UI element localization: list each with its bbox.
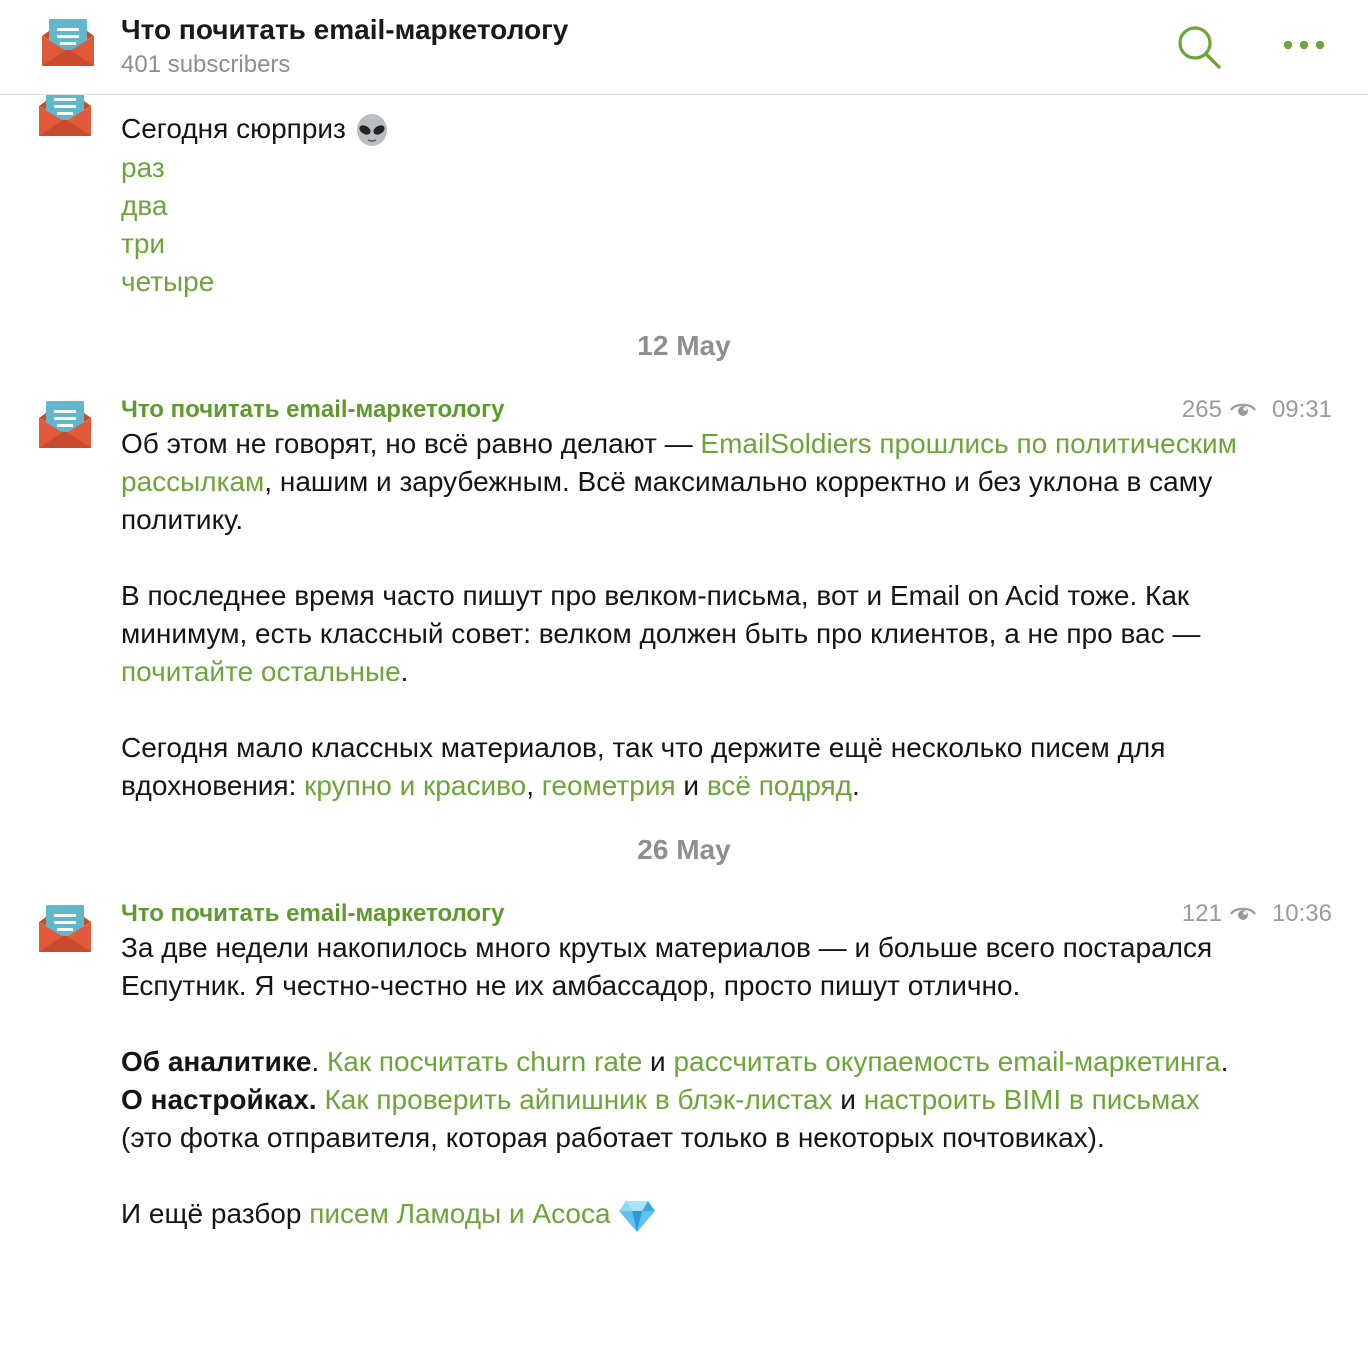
link-geometriya[interactable]: геометрия <box>541 770 676 801</box>
text: В последнее время часто пишут про велком-письма, вот и Email on Acid тоже. Как минимум, есть классный совет: велком должен быть про клиентов, а не про вас — <box>121 580 1201 649</box>
message-meta <box>1182 396 1332 424</box>
link-bimi[interactable]: настроить BIMI в письмах <box>863 1084 1200 1115</box>
message-text: Сегодня сюрприз <box>121 113 346 144</box>
message-time: 10:36 <box>1271 900 1332 927</box>
message-body <box>121 929 1241 1233</box>
more-icon[interactable] <box>1282 34 1326 56</box>
text: и <box>642 1046 674 1077</box>
alien-emoji <box>354 113 390 149</box>
bold-heading: Об аналитике <box>121 1046 312 1077</box>
text: . <box>851 770 860 801</box>
message-body <box>121 425 1241 805</box>
message-author[interactable]: Что почитать email-маркетологу <box>121 396 505 423</box>
channel-avatar[interactable] <box>37 396 93 452</box>
text: За две недели накопилось много крутых материалов — и больше всего постарался Еспутник. Я честно-честно не их амбассадор, просто пишут отлично. <box>121 932 1213 1001</box>
link-blacklist[interactable]: Как проверить айпишник в блэк-листах <box>324 1084 833 1115</box>
link-read-rest[interactable]: почитайте остальные <box>121 656 401 687</box>
text: . <box>1220 1046 1229 1077</box>
text: . <box>311 1046 327 1077</box>
text: (это фотка отправителя, которая работает только в некоторых почтовиках). <box>121 1122 1105 1153</box>
gem-emoji <box>618 1199 656 1233</box>
link-raz[interactable]: раз <box>121 151 165 183</box>
text: , нашим и зарубежным. Всё максимально корректно и без уклона в саму политику. <box>121 466 1213 535</box>
channel-header <box>0 0 1368 95</box>
link-roi[interactable]: рассчитать окупаемость email-маркетинга <box>673 1046 1221 1077</box>
search-icon[interactable] <box>1176 24 1222 70</box>
text: , <box>526 770 542 801</box>
subscriber-count: 401 subscribers <box>121 51 291 78</box>
link-churn-rate[interactable]: Как посчитать churn rate <box>326 1046 643 1077</box>
text: . <box>400 656 409 687</box>
link-chetyre[interactable]: четыре <box>121 265 215 297</box>
text: И ещё разбор <box>121 1198 310 1229</box>
view-count: 265 <box>1181 396 1222 423</box>
channel-title[interactable]: Что почитать email-маркетологу <box>121 14 569 45</box>
link-emailsoldiers[interactable]: EmailSoldiers прошлись по политическим рассылкам <box>121 428 1237 497</box>
eye-icon <box>1230 905 1256 923</box>
link-krupno[interactable]: крупно и красиво <box>304 770 527 801</box>
bold-heading: О настройках. <box>121 1084 317 1115</box>
date-separator: 26 May <box>637 834 731 865</box>
view-count: 121 <box>1181 900 1222 927</box>
text: Об этом не говорят, но всё равно делают — <box>121 428 701 459</box>
eye-icon <box>1230 401 1256 419</box>
channel-avatar[interactable] <box>40 14 96 70</box>
message-time: 09:31 <box>1271 396 1332 423</box>
text: и <box>675 770 707 801</box>
message-meta <box>1182 900 1332 928</box>
link-vse-podryad[interactable]: всё подряд <box>706 770 852 801</box>
link-lamoda-asos[interactable]: писем Ламоды и Асоса <box>309 1198 611 1229</box>
message-author[interactable]: Что почитать email-маркетологу <box>121 900 505 927</box>
date-separator: 12 May <box>637 330 731 361</box>
text: и <box>832 1084 864 1115</box>
link-dva[interactable]: два <box>121 189 168 221</box>
channel-avatar[interactable] <box>37 900 93 956</box>
text: Сегодня мало классных материалов, так что держите ещё несколько писем для вдохновения: <box>121 732 1166 801</box>
link-tri[interactable]: три <box>121 227 166 259</box>
